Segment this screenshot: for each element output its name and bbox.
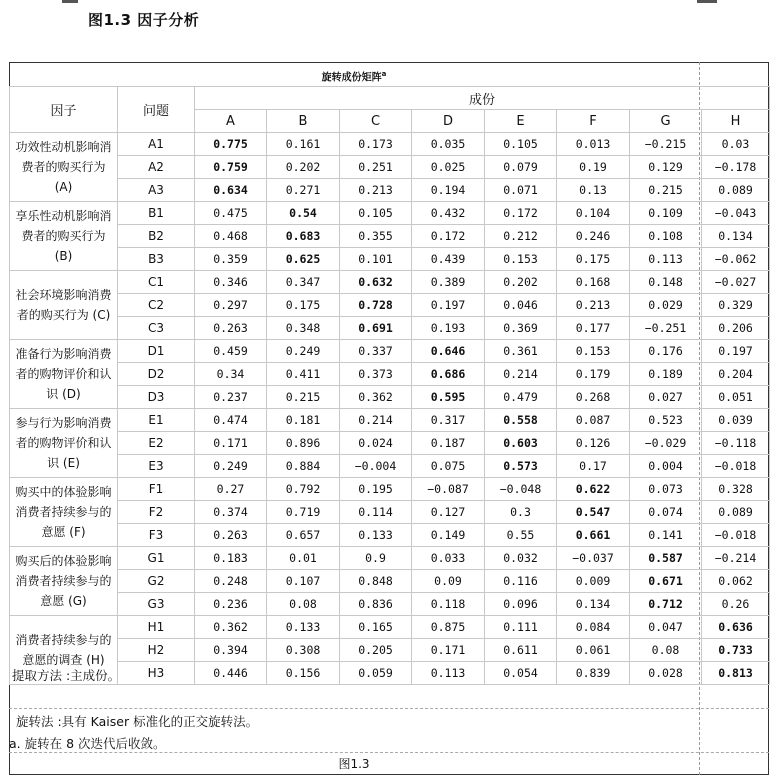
loading-cell: 0.175 [557,248,630,271]
loading-cell: −0.018 [702,524,770,547]
loading-cell: 0.027 [630,386,702,409]
loading-cell: −0.087 [412,478,485,501]
loading-cell: −0.048 [485,478,557,501]
loading-cell: 0.165 [340,616,412,639]
loading-cell: 0.468 [195,225,267,248]
loading-cell: 0.176 [630,340,702,363]
loading-cell: 0.073 [630,478,702,501]
loading-cell: 0.691 [340,317,412,340]
loading-cell: 0.109 [630,202,702,225]
loading-cell: 0.126 [557,432,630,455]
loading-cell: 0.105 [340,202,412,225]
loading-cell: 0.632 [340,271,412,294]
loading-cell: 0.197 [702,340,770,363]
loading-cell: 0.263 [195,524,267,547]
loading-cell: 0.013 [557,133,630,156]
convergence-note: a. 旋转在 8 次迭代后收敛。 [9,736,166,751]
loading-cell: 0.671 [630,570,702,593]
loading-cell: 0.181 [267,409,340,432]
loading-cell: 0.004 [630,455,702,478]
loading-cell: 0.411 [267,363,340,386]
factor-label: 享乐性动机影响消费者的购买行为 (B) [10,202,118,271]
loading-cell: 0.214 [485,363,557,386]
loading-cell: 0.459 [195,340,267,363]
question-code: D3 [118,386,195,409]
loading-cell: 0.712 [630,593,702,616]
question-code: H1 [118,616,195,639]
loading-cell: 0.634 [195,179,267,202]
loading-cell: 0.728 [340,294,412,317]
loading-cell: 0.439 [412,248,485,271]
loading-cell: 0.329 [702,294,770,317]
loading-cell: 0.134 [702,225,770,248]
question-header: 问题 [118,87,195,133]
factor-label: 参与行为影响消费者的购物评价和认识 (E) [10,409,118,478]
loading-cell: 0.297 [195,294,267,317]
loading-cell: 0.636 [702,616,770,639]
loading-cell: 0.359 [195,248,267,271]
loading-cell: 0.215 [267,386,340,409]
loading-cell: −0.215 [630,133,702,156]
loading-cell: 0.116 [485,570,557,593]
loading-cell: 0.251 [340,156,412,179]
component-col-a: A [195,110,267,133]
question-code: C3 [118,317,195,340]
loading-cell: 0.133 [267,616,340,639]
loading-cell: 0.113 [630,248,702,271]
loading-cell: 0.161 [267,133,340,156]
loading-cell: 0.355 [340,225,412,248]
loading-cell: 0.173 [340,133,412,156]
factor-label: 社会环境影响消费者的购买行为 (C) [10,271,118,340]
loading-cell: 0.08 [630,639,702,662]
loading-cell: 0.213 [557,294,630,317]
loading-cell: 0.089 [702,179,770,202]
question-code: E3 [118,455,195,478]
factor-label: 功效性动机影响消费者的购买行为 (A) [10,133,118,202]
loading-cell: −0.043 [702,202,770,225]
loading-cell: 0.271 [267,179,340,202]
loading-cell: 0.179 [557,363,630,386]
loading-cell: 0.054 [485,662,557,685]
loading-cell: 0.096 [485,593,557,616]
table-row [10,294,770,317]
loading-cell: 0.573 [485,455,557,478]
loading-cell: 0.268 [557,386,630,409]
loading-cell: 0.587 [630,547,702,570]
loading-cell: 0.479 [485,386,557,409]
table-row [10,662,770,685]
question-code: G1 [118,547,195,570]
table-row [10,639,770,662]
loading-cell: 0.17 [557,455,630,478]
question-code: A1 [118,133,195,156]
loading-cell: 0.051 [702,386,770,409]
loading-cell: 0.362 [195,616,267,639]
loading-cell: 0.214 [340,409,412,432]
loading-cell: 0.394 [195,639,267,662]
loading-cell: 0.193 [412,317,485,340]
loading-cell: 0.683 [267,225,340,248]
table-row [10,455,770,478]
loading-cell: 0.009 [557,570,630,593]
loading-cell: −0.037 [557,547,630,570]
loading-cell: 0.071 [485,179,557,202]
loading-cell: 0.54 [267,202,340,225]
loading-cell: 0.317 [412,409,485,432]
loading-cell: 0.025 [412,156,485,179]
loading-cell: 0.836 [340,593,412,616]
loading-cell: 0.084 [557,616,630,639]
loading-cell: 0.212 [485,225,557,248]
loading-cell: −0.178 [702,156,770,179]
loading-cell: 0.3 [485,501,557,524]
loading-cell: −0.004 [340,455,412,478]
loading-cell: 0.177 [557,317,630,340]
loading-cell: 0.474 [195,409,267,432]
question-code: B3 [118,248,195,271]
loading-cell: 0.172 [412,225,485,248]
loading-cell: 0.107 [267,570,340,593]
loading-cell: 0.032 [485,547,557,570]
loading-cell: −0.251 [630,317,702,340]
loading-cell: 0.775 [195,133,267,156]
title-superscript: a [381,70,387,78]
loading-cell: 0.603 [485,432,557,455]
loading-cell: 0.046 [485,294,557,317]
loading-cell: 0.213 [340,179,412,202]
loading-cell: 0.171 [412,639,485,662]
loading-cell: 0.374 [195,501,267,524]
loading-cell: 0.206 [702,317,770,340]
table-row [10,179,770,202]
loading-cell: 0.661 [557,524,630,547]
question-code: F2 [118,501,195,524]
component-col-d: D [412,110,485,133]
loading-cell: 0.033 [412,547,485,570]
loading-cell: 0.148 [630,271,702,294]
caption-divider [9,752,769,753]
loading-cell: 0.246 [557,225,630,248]
loading-cell: 0.446 [195,662,267,685]
table-row [10,202,770,225]
component-col-h: H [702,110,770,133]
loading-cell: 0.134 [557,593,630,616]
table-row [10,363,770,386]
factor-label: 购买后的体验影响消费者持续参与的意愿 (G) [10,547,118,616]
factor-label: 消费者持续参与的意愿的调查 (H) [10,616,118,685]
question-code: C2 [118,294,195,317]
loading-cell: 0.195 [340,478,412,501]
loading-cell: 0.328 [702,478,770,501]
loading-cell: 0.813 [702,662,770,685]
factor-header: 因子 [10,87,118,133]
loading-cell: 0.089 [702,501,770,524]
loading-cell: 0.249 [267,340,340,363]
table-row [10,386,770,409]
loading-cell: 0.547 [557,501,630,524]
loading-cell: 0.108 [630,225,702,248]
loading-cell: 0.733 [702,639,770,662]
loading-cell: 0.127 [412,501,485,524]
corner-mark-right [697,0,717,3]
question-code: E1 [118,409,195,432]
loading-cell: 0.657 [267,524,340,547]
loading-cell: 0.105 [485,133,557,156]
loading-cell: 0.118 [412,593,485,616]
loading-cell: −0.029 [630,432,702,455]
loading-cell: 0.114 [340,501,412,524]
table-row [10,616,770,639]
loading-cell: 0.13 [557,179,630,202]
table-row [10,271,770,294]
loading-cell: 0.595 [412,386,485,409]
loading-cell: 0.168 [557,271,630,294]
loading-cell: 0.205 [340,639,412,662]
loading-cell: 0.622 [557,478,630,501]
question-code: B2 [118,225,195,248]
loading-cell: 0.432 [412,202,485,225]
loading-cell: 0.202 [485,271,557,294]
loading-cell: 0.361 [485,340,557,363]
loading-cell: −0.062 [702,248,770,271]
loading-cell: 0.202 [267,156,340,179]
loading-cell: 0.236 [195,593,267,616]
loading-cell: 0.156 [267,662,340,685]
loading-cell: 0.074 [630,501,702,524]
loading-cell: 0.189 [630,363,702,386]
loading-cell: 0.19 [557,156,630,179]
loading-cell: 0.34 [195,363,267,386]
question-code: F3 [118,524,195,547]
loading-cell: 0.01 [267,547,340,570]
loading-cell: 0.26 [702,593,770,616]
loading-cell: 0.308 [267,639,340,662]
table-row [10,432,770,455]
loading-cell: 0.248 [195,570,267,593]
loading-cell: 0.111 [485,616,557,639]
table-row [10,570,770,593]
loading-cell: 0.611 [485,639,557,662]
question-code: G3 [118,593,195,616]
figure-title: 图1.3 因子分析 [88,11,200,29]
loading-cell: 0.129 [630,156,702,179]
loading-cell: −0.018 [702,455,770,478]
loading-cell: 0.172 [485,202,557,225]
component-col-g: G [630,110,702,133]
factor-label: 准备行为影响消费者的购物评价和认识 (D) [10,340,118,409]
table-row [10,340,770,363]
question-code: A2 [118,156,195,179]
question-code: D1 [118,340,195,363]
loading-cell: 0.062 [702,570,770,593]
component-header: 成份 [195,87,770,110]
loading-cell: 0.104 [557,202,630,225]
loading-cell: 0.175 [267,294,340,317]
loading-cell: 0.047 [630,616,702,639]
loading-cell: 0.646 [412,340,485,363]
loading-cell: 0.475 [195,202,267,225]
loading-cell: −0.118 [702,432,770,455]
question-code: B1 [118,202,195,225]
loading-cell: 0.369 [485,317,557,340]
loading-cell: 0.9 [340,547,412,570]
loading-cell: 0.558 [485,409,557,432]
loading-cell: 0.337 [340,340,412,363]
loading-cell: 0.839 [557,662,630,685]
table-row [10,248,770,271]
loading-cell: 0.719 [267,501,340,524]
component-col-c: C [340,110,412,133]
figure-caption: 图1.3 [338,757,370,771]
table-title: 旋转成份矩阵$^a$ [321,70,387,84]
loading-cell: 0.237 [195,386,267,409]
table-row [10,133,770,156]
loading-cell: 0.848 [340,570,412,593]
loading-cell: 0.263 [195,317,267,340]
question-code: F1 [118,478,195,501]
loading-cell: 0.087 [557,409,630,432]
loading-cell: 0.523 [630,409,702,432]
table-row [10,317,770,340]
loading-cell: 0.373 [340,363,412,386]
loading-cell: 0.346 [195,271,267,294]
loading-cell: −0.027 [702,271,770,294]
loading-cell: 0.03 [702,133,770,156]
footer-divider [9,708,769,709]
question-code: G2 [118,570,195,593]
question-code: H3 [118,662,195,685]
extraction-method: 提取方法 :主成份。 [12,668,121,683]
loading-cell: 0.792 [267,478,340,501]
loading-cell: 0.389 [412,271,485,294]
question-code: E2 [118,432,195,455]
factor-label: 购买中的体验影响消费者持续参与的意愿 (F) [10,478,118,547]
loading-cell: 0.113 [412,662,485,685]
loading-cell: 0.348 [267,317,340,340]
loading-cell: 0.759 [195,156,267,179]
loading-cell: 0.884 [267,455,340,478]
loading-cell: 0.039 [702,409,770,432]
component-col-b: B [267,110,340,133]
loading-cell: 0.183 [195,547,267,570]
question-code: A3 [118,179,195,202]
loading-cell: 0.029 [630,294,702,317]
question-code: C1 [118,271,195,294]
loading-cell: 0.059 [340,662,412,685]
loading-cell: 0.153 [485,248,557,271]
loading-cell: 0.194 [412,179,485,202]
table-row [10,524,770,547]
loading-cell: 0.133 [340,524,412,547]
loading-cell: 0.204 [702,363,770,386]
question-code: D2 [118,363,195,386]
loading-cell: −0.214 [702,547,770,570]
component-col-f: F [557,110,630,133]
loading-cell: 0.27 [195,478,267,501]
loading-cell: 0.55 [485,524,557,547]
loading-cell: 0.08 [267,593,340,616]
loading-cell: 0.024 [340,432,412,455]
loading-cell: 0.197 [412,294,485,317]
component-col-e: E [485,110,557,133]
loading-cell: 0.028 [630,662,702,685]
loading-cell: 0.101 [340,248,412,271]
rotated-component-matrix [9,86,770,685]
loading-cell: 0.875 [412,616,485,639]
table-row [10,547,770,570]
loading-cell: 0.079 [485,156,557,179]
loading-cell: 0.362 [340,386,412,409]
header-row-1 [10,87,770,110]
loading-cell: 0.149 [412,524,485,547]
loading-cell: 0.075 [412,455,485,478]
corner-mark-left [62,0,78,3]
table-row [10,478,770,501]
loading-cell: 0.896 [267,432,340,455]
rotation-method: 旋转法 :具有 Kaiser 标准化的正交旋转法。 [16,714,259,729]
loading-cell: 0.141 [630,524,702,547]
loading-cell: 0.686 [412,363,485,386]
loading-cell: 0.035 [412,133,485,156]
table-row [10,156,770,179]
loading-cell: 0.249 [195,455,267,478]
loading-cell: 0.061 [557,639,630,662]
loading-cell: 0.625 [267,248,340,271]
loading-cell: 0.215 [630,179,702,202]
table-row [10,593,770,616]
loading-cell: 0.347 [267,271,340,294]
table-row [10,225,770,248]
loading-cell: 0.187 [412,432,485,455]
table-row [10,501,770,524]
question-code: H2 [118,639,195,662]
loading-cell: 0.153 [557,340,630,363]
table-row [10,409,770,432]
loading-cell: 0.09 [412,570,485,593]
loading-cell: 0.171 [195,432,267,455]
